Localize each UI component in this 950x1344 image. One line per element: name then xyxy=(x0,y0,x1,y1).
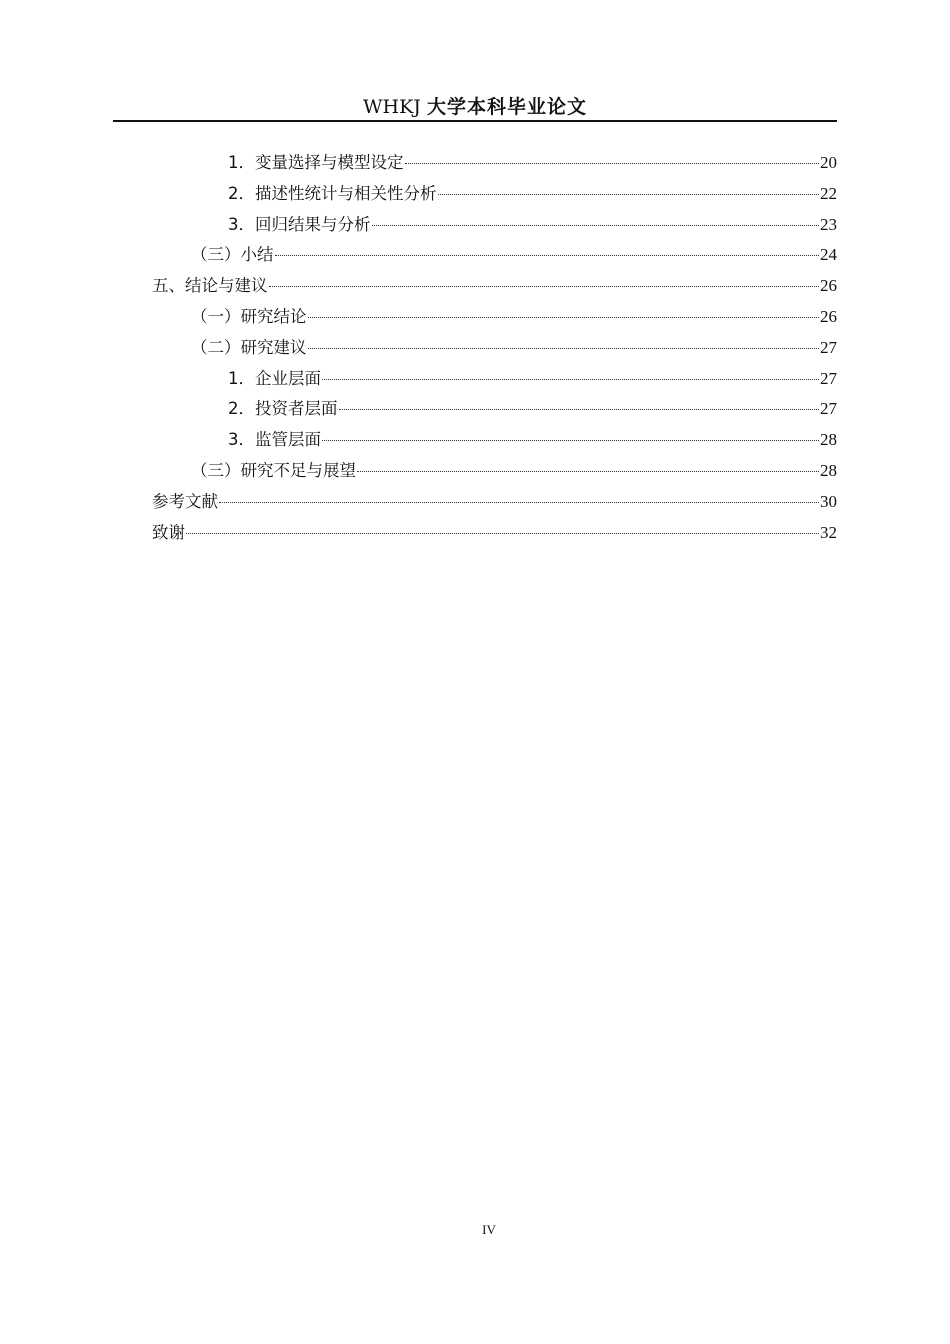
header-rule xyxy=(113,120,837,122)
toc-entry[interactable] xyxy=(152,240,837,271)
toc-dot-leader xyxy=(438,194,820,195)
toc-entry-page: 26 xyxy=(820,306,837,326)
toc-entry-title: （一）研究结论 xyxy=(191,306,307,326)
toc-entry-page: 20 xyxy=(820,153,837,172)
toc-entry-page: 27 xyxy=(820,337,837,357)
toc-entry-page: 27 xyxy=(820,399,837,419)
toc-dot-leader xyxy=(308,348,820,349)
toc-entry-page: 30 xyxy=(820,491,837,511)
toc-dot-leader xyxy=(219,502,819,503)
toc-entry-title: 3．回归结果与分析 xyxy=(228,214,371,234)
header-title-latin: WHKJ xyxy=(363,96,421,118)
table-of-contents xyxy=(152,148,837,548)
toc-dot-leader xyxy=(322,440,819,441)
toc-dot-leader xyxy=(308,317,820,318)
toc-entry[interactable] xyxy=(152,271,837,302)
toc-dot-leader xyxy=(186,533,819,534)
toc-entry-page: 22 xyxy=(820,183,837,203)
toc-entry-title: 2．投资者层面 xyxy=(228,399,338,419)
toc-dot-leader xyxy=(405,163,820,164)
toc-entry-title: （三）小结 xyxy=(191,245,274,265)
toc-dot-leader xyxy=(372,225,820,226)
toc-entry-title: 1．变量选择与模型设定 xyxy=(228,153,404,172)
toc-entry-page: 28 xyxy=(820,460,837,480)
toc-entry[interactable] xyxy=(152,364,837,395)
toc-entry[interactable] xyxy=(152,210,837,241)
toc-entry-title: 3．监管层面 xyxy=(228,430,321,450)
toc-entry-title: 五、结论与建议 xyxy=(152,276,268,296)
toc-entry-title: 致谢 xyxy=(152,522,185,542)
toc-dot-leader xyxy=(269,286,820,287)
toc-entry[interactable] xyxy=(152,394,837,425)
toc-entry-page: 32 xyxy=(820,522,837,542)
toc-entry[interactable] xyxy=(152,302,837,333)
toc-entry-title: （三）研究不足与展望 xyxy=(191,460,356,480)
toc-entry-title: 1．企业层面 xyxy=(228,368,321,388)
toc-entry-page: 28 xyxy=(820,430,837,450)
toc-dot-leader xyxy=(339,409,820,410)
toc-entry[interactable] xyxy=(152,148,837,179)
toc-entry-page: 27 xyxy=(820,368,837,388)
toc-entry[interactable] xyxy=(152,487,837,518)
toc-entry[interactable] xyxy=(152,179,837,210)
toc-entry-title: 参考文献 xyxy=(152,491,218,511)
toc-entry[interactable] xyxy=(152,456,837,487)
toc-entry[interactable] xyxy=(152,425,837,456)
toc-dot-leader xyxy=(357,471,819,472)
header-title-cjk: 大学本科毕业论文 xyxy=(426,96,587,118)
toc-entry-page: 23 xyxy=(820,214,837,234)
toc-entry-title: 2．描述性统计与相关性分析 xyxy=(228,183,437,203)
page-header xyxy=(113,94,837,120)
toc-entry-page: 24 xyxy=(820,245,837,265)
toc-entry[interactable] xyxy=(152,333,837,364)
page-number: IV xyxy=(482,1222,496,1237)
toc-dot-leader xyxy=(275,255,820,256)
toc-entry[interactable] xyxy=(152,518,837,549)
toc-entry-page: 26 xyxy=(820,276,837,296)
toc-entry-title: （二）研究建议 xyxy=(191,337,307,357)
toc-dot-leader xyxy=(322,379,819,380)
